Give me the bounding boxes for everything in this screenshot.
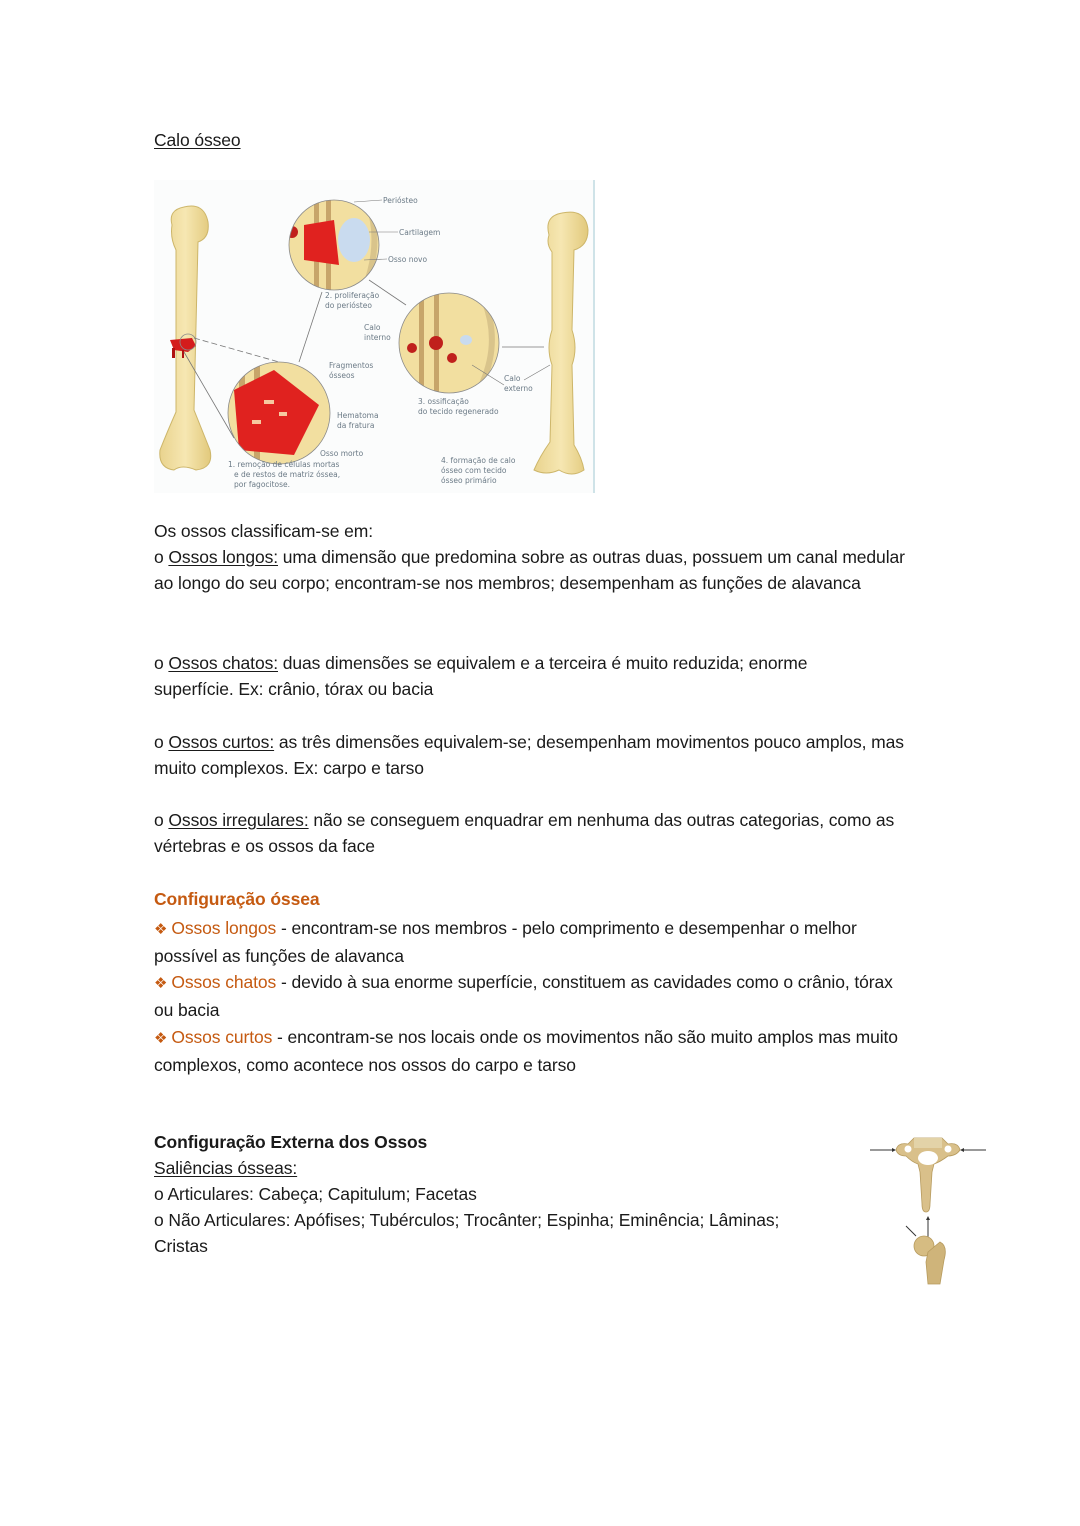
nao-articulares-text: Não Articulares: Apófises; Tubérculos; Trocânter; Espinha; Eminência; Lâminas; Cristas <box>154 1210 780 1256</box>
term-ossos-longos: Ossos longos: <box>168 547 278 567</box>
section-title-calo-osseo: Calo ósseo <box>154 130 241 150</box>
term-ossos-curtos: Ossos curtos: <box>168 732 275 752</box>
bone-projections-icon <box>868 1132 988 1287</box>
configuracao-externa-heading: Configuração Externa dos Ossos <box>154 1132 428 1152</box>
config-term-longos: Ossos longos <box>171 918 277 938</box>
label-calo-interno-2: interno <box>364 333 391 342</box>
healed-bone <box>534 212 588 474</box>
config-item-curtos <box>154 1024 914 1078</box>
config-item-longos <box>154 915 914 969</box>
term-ossos-irregulares: Ossos irregulares: <box>168 810 309 830</box>
hematoma-detail <box>224 360 334 470</box>
label-step4-3: ósseo primário <box>441 476 497 485</box>
config-desc-chatos: - devido à sua enorme superfície, constituem as cavidades como o crânio, tórax ou bacia <box>154 972 893 1020</box>
label-fragmentos-2: ósseos <box>329 371 355 380</box>
fractured-bone <box>160 206 211 470</box>
bullet: o <box>154 810 164 830</box>
label-step4-1: 4. formação de calo <box>441 456 516 465</box>
external-item-articulares <box>154 1181 477 1207</box>
label-fragmentos-1: Fragmentos <box>329 361 374 370</box>
label-calo-interno-1: Calo <box>364 323 381 332</box>
desc-ossos-curtos: as três dimensões equivalem-se; desempenham movimentos pouco amplos, mas muito complexos. Ex: carpo e tarso <box>154 732 904 778</box>
classification-item-curtos <box>154 729 914 781</box>
label-osso-morto: Osso morto <box>320 449 364 458</box>
label-osso-novo: Osso novo <box>388 255 428 264</box>
config-item-chatos <box>154 969 914 1023</box>
label-hematoma-1: Hematoma <box>337 411 379 420</box>
bullet: o <box>154 1210 164 1230</box>
classification-intro: Os ossos classificam-se em: <box>154 521 374 541</box>
desc-ossos-chatos: duas dimensões se equivalem e a terceira é muito reduzida; enorme superfície. Ex: crânio, tórax ou bacia <box>154 653 808 699</box>
label-periosteo: Periósteo <box>383 196 418 205</box>
bullet: o <box>154 1184 164 1204</box>
bone-callus-illustration <box>154 180 595 493</box>
ossification-detail <box>399 293 499 393</box>
diamond-bullet-icon: ❖ <box>154 921 168 938</box>
label-hematoma-2: da fratura <box>337 421 375 430</box>
label-step1-2: e de restos de matriz óssea, <box>234 470 341 479</box>
classification-item-chatos <box>154 650 874 702</box>
label-step2-2: do periósteo <box>325 301 372 310</box>
bullet: o <box>154 653 164 673</box>
diamond-bullet-icon: ❖ <box>154 1030 168 1047</box>
bullet: o <box>154 547 164 567</box>
config-term-chatos: Ossos chatos <box>171 972 277 992</box>
external-item-nao-articulares <box>154 1207 824 1259</box>
label-step4-2: ósseo com tecido <box>441 466 507 475</box>
label-calo-externo-1: Calo <box>504 374 521 383</box>
bullet: o <box>154 732 164 752</box>
term-ossos-chatos: Ossos chatos: <box>168 653 278 673</box>
articulares-text: Articulares: Cabeça; Capitulum; Facetas <box>167 1184 477 1204</box>
label-step3-1: 3. ossificação <box>418 397 469 406</box>
config-desc-longos: - encontram-se nos membros - pelo comprimento e desempenhar o melhor possível as funções de alavanca <box>154 918 857 966</box>
classification-item-longos <box>154 544 914 596</box>
vertebra-femur-illustration <box>868 1132 988 1287</box>
label-calo-externo-2: externo <box>504 384 533 393</box>
diamond-bullet-icon: ❖ <box>154 975 168 992</box>
label-step3-2: do tecido regenerado <box>418 407 499 416</box>
config-desc-curtos: - encontram-se nos locais onde os movimentos não são muito amplos mas muito complexos, como acontece nos ossos do carpo e tarso <box>154 1027 898 1075</box>
config-term-curtos: Ossos curtos <box>171 1027 273 1047</box>
label-step2-1: 2. proliferação <box>325 291 380 300</box>
label-cartilagem: Cartilagem <box>399 228 441 237</box>
classification-item-irregulares <box>154 807 939 859</box>
label-step1-1: 1. remoção de células mortas <box>228 460 340 469</box>
configuracao-ossea-heading: Configuração óssea <box>154 889 320 909</box>
saliencias-subtitle: Saliências ósseas: <box>154 1158 298 1178</box>
desc-ossos-longos: uma dimensão que predomina sobre as outras duas, possuem um canal medular ao longo do seu corpo; encontram-se nos membros; desempenham as funções de alavanca <box>154 547 905 593</box>
label-step1-3: por fagocitose. <box>234 480 291 489</box>
fracture-healing-diagram <box>154 180 595 493</box>
desc-ossos-irregulares: não se conseguem enquadrar em nenhuma das outras categorias, como as vértebras e os ossos da face <box>154 810 895 856</box>
